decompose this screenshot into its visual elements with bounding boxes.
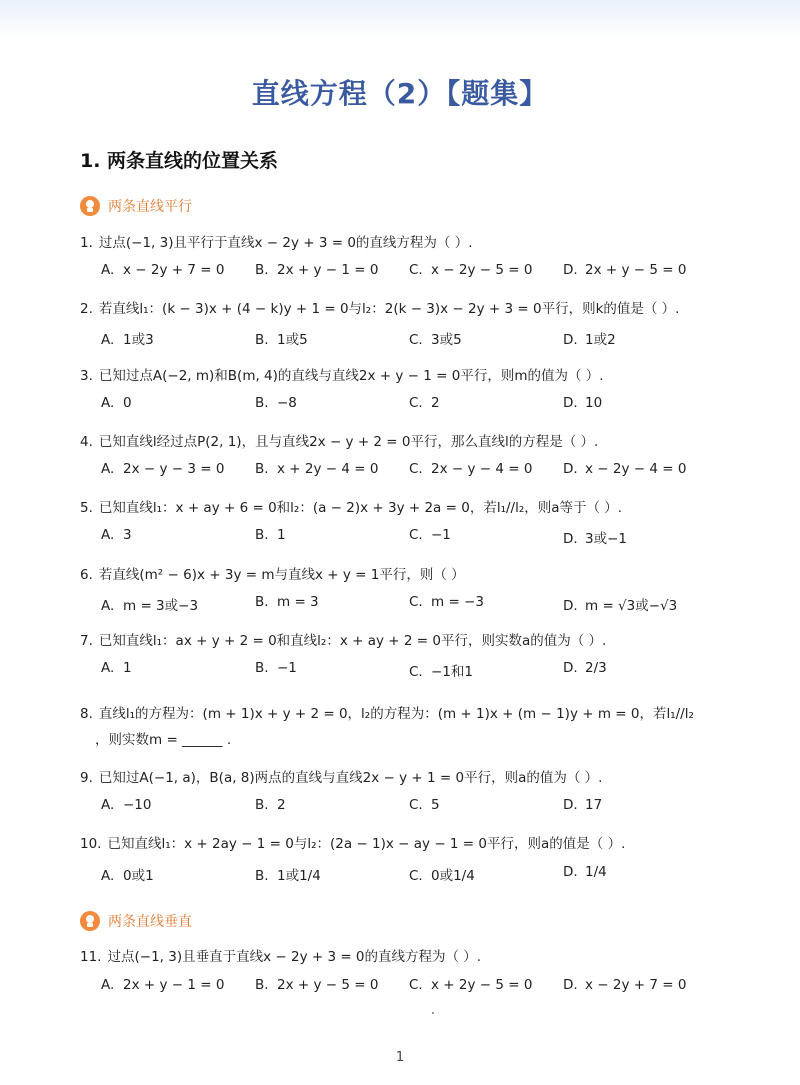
option-a: A. 0或1 bbox=[101, 868, 154, 884]
subheading-perpendicular bbox=[80, 909, 192, 933]
question-number: 5. bbox=[80, 500, 93, 516]
option-d: D. 2x + y − 5 = 0 bbox=[563, 262, 687, 278]
option-b: B. −1 bbox=[255, 660, 297, 676]
lightbulb-icon bbox=[80, 196, 100, 216]
options-6 bbox=[101, 594, 741, 616]
option-d: D. m = √3或−√3 bbox=[563, 598, 678, 614]
option-c: C. −1和1 bbox=[409, 664, 473, 680]
question-number: 6. bbox=[80, 567, 93, 583]
question-7 bbox=[80, 631, 720, 651]
question-10 bbox=[80, 834, 720, 854]
options-4 bbox=[101, 461, 741, 483]
lightbulb-icon bbox=[80, 911, 100, 931]
question-number: 4. bbox=[80, 434, 93, 450]
option-d: D. 1或2 bbox=[563, 332, 616, 348]
question-stem: 过点(−1, 3)且平行于直线x − 2y + 3 = 0的直线方程为（ ）. bbox=[98, 235, 473, 251]
question-number: 3. bbox=[80, 368, 93, 384]
option-d: D. 2/3 bbox=[563, 660, 607, 676]
options-10 bbox=[101, 864, 741, 886]
question-3 bbox=[80, 366, 720, 386]
section-title: 1. 两条直线的位置关系 bbox=[80, 150, 279, 172]
option-a: A. 1或3 bbox=[101, 332, 154, 348]
option-c: C. 2x − y − 4 = 0 bbox=[409, 461, 533, 477]
question-number: 9. bbox=[80, 770, 93, 786]
question-stem: 已知直线l₁：x + 2ay − 1 = 0与l₂：(2a − 1)x − ay − 1 = 0平行，则a的值是（ ）. bbox=[107, 836, 626, 852]
subheading-label: 两条直线平行 bbox=[108, 199, 192, 215]
option-b: B. 1或5 bbox=[255, 332, 308, 348]
question-8 bbox=[80, 704, 720, 748]
question-stem: 已知过A(−1, a)，B(a, 8)两点的直线与直线2x − y + 1 = 0平行，则a的值为（ ）. bbox=[98, 770, 603, 786]
option-b: B. 2x + y − 1 = 0 bbox=[255, 262, 379, 278]
option-b: B. x + 2y − 4 = 0 bbox=[255, 461, 379, 477]
stray-dot bbox=[432, 1012, 434, 1014]
option-a: A. 3 bbox=[101, 527, 132, 543]
option-d: D. 3或−1 bbox=[563, 531, 627, 547]
option-b: B. −8 bbox=[255, 395, 297, 411]
option-c: C. 5 bbox=[409, 797, 440, 813]
option-c: C. 0或1/4 bbox=[409, 868, 475, 884]
subheading-parallel bbox=[80, 194, 192, 218]
question-9 bbox=[80, 768, 720, 788]
question-11 bbox=[80, 947, 720, 967]
question-1 bbox=[80, 233, 720, 253]
question-number: 2. bbox=[80, 301, 93, 317]
question-number: 1. bbox=[80, 235, 93, 251]
question-stem: 已知过点A(−2, m)和B(m, 4)的直线与直线2x + y − 1 = 0平行，则m的值为（ ）. bbox=[98, 368, 604, 384]
option-b: B. 1 bbox=[255, 527, 286, 543]
option-b: B. 1或1/4 bbox=[255, 868, 321, 884]
question-stem: 若直线l₁：(k − 3)x + (4 − k)y + 1 = 0与l₂：2(k − 3)x − 2y + 3 = 0平行，则k的值是（ ）. bbox=[98, 301, 680, 317]
question-6 bbox=[80, 565, 720, 585]
option-a: A. x − 2y + 7 = 0 bbox=[101, 262, 225, 278]
option-c: C. 2 bbox=[409, 395, 440, 411]
option-b: B. m = 3 bbox=[255, 594, 319, 610]
question-5 bbox=[80, 498, 720, 518]
options-9 bbox=[101, 797, 741, 819]
question-stem: 过点(−1, 3)且垂直于直线x − 2y + 3 = 0的直线方程为（ ）. bbox=[107, 949, 482, 965]
option-d: D. 10 bbox=[563, 395, 603, 411]
question-number: 7. bbox=[80, 633, 93, 649]
page-number: 1 bbox=[395, 1050, 405, 1065]
option-a: A. 2x − y − 3 = 0 bbox=[101, 461, 225, 477]
question-number: 10. bbox=[80, 836, 102, 852]
question-2 bbox=[80, 299, 720, 319]
option-c: C. m = −3 bbox=[409, 594, 484, 610]
option-a: A. −10 bbox=[101, 797, 152, 813]
option-a: A. m = 3或−3 bbox=[101, 598, 199, 614]
option-b: B. 2x + y − 5 = 0 bbox=[255, 977, 379, 993]
options-5 bbox=[101, 527, 741, 549]
question-stem: 已知直线l₁：x + ay + 6 = 0和l₂：(a − 2)x + 3y + 2a = 0，若l₁//l₂，则a等于（ ）. bbox=[98, 500, 623, 516]
option-d: D. 1/4 bbox=[563, 864, 607, 880]
option-c: C. −1 bbox=[409, 527, 451, 543]
option-d: D. 17 bbox=[563, 797, 603, 813]
options-7 bbox=[101, 660, 741, 682]
question-number: 8. bbox=[80, 706, 93, 722]
question-number: 11. bbox=[80, 949, 102, 965]
option-d: D. x − 2y − 4 = 0 bbox=[563, 461, 687, 477]
option-b: B. 2 bbox=[255, 797, 286, 813]
option-a: A. 2x + y − 1 = 0 bbox=[101, 977, 225, 993]
question-stem: 已知直线l经过点P(2, 1)，且与直线2x − y + 2 = 0平行，那么直线l的方程是（ ）. bbox=[98, 434, 599, 450]
subheading-label: 两条直线垂直 bbox=[108, 914, 192, 930]
question-stem: 已知直线l₁：ax + y + 2 = 0和直线l₂：x + ay + 2 = 0平行，则实数a的值为（ ）. bbox=[98, 633, 607, 649]
options-11 bbox=[101, 977, 741, 999]
question-stem: 直线l₁的方程为：(m + 1)x + y + 2 = 0，l₂的方程为：(m + 1)x + (m − 1)y + m = 0，若l₁//l₂ bbox=[98, 706, 694, 722]
header-band bbox=[0, 0, 800, 40]
options-2 bbox=[101, 328, 741, 350]
option-c: C. x + 2y − 5 = 0 bbox=[409, 977, 533, 993]
options-1 bbox=[101, 262, 741, 284]
option-a: A. 0 bbox=[101, 395, 132, 411]
option-a: A. 1 bbox=[101, 660, 132, 676]
document-title: 直线方程（2）【题集】 bbox=[251, 77, 549, 110]
options-3 bbox=[101, 395, 741, 417]
question-stem: 若直线(m² − 6)x + 3y = m与直线x + y = 1平行，则（ ） bbox=[98, 567, 465, 583]
question-4 bbox=[80, 432, 720, 452]
option-d: D. x − 2y + 7 = 0 bbox=[563, 977, 687, 993]
option-c: C. 3或5 bbox=[409, 332, 462, 348]
question-continuation: ，则实数m = ______ . bbox=[95, 732, 232, 748]
option-c: C. x − 2y − 5 = 0 bbox=[409, 262, 533, 278]
